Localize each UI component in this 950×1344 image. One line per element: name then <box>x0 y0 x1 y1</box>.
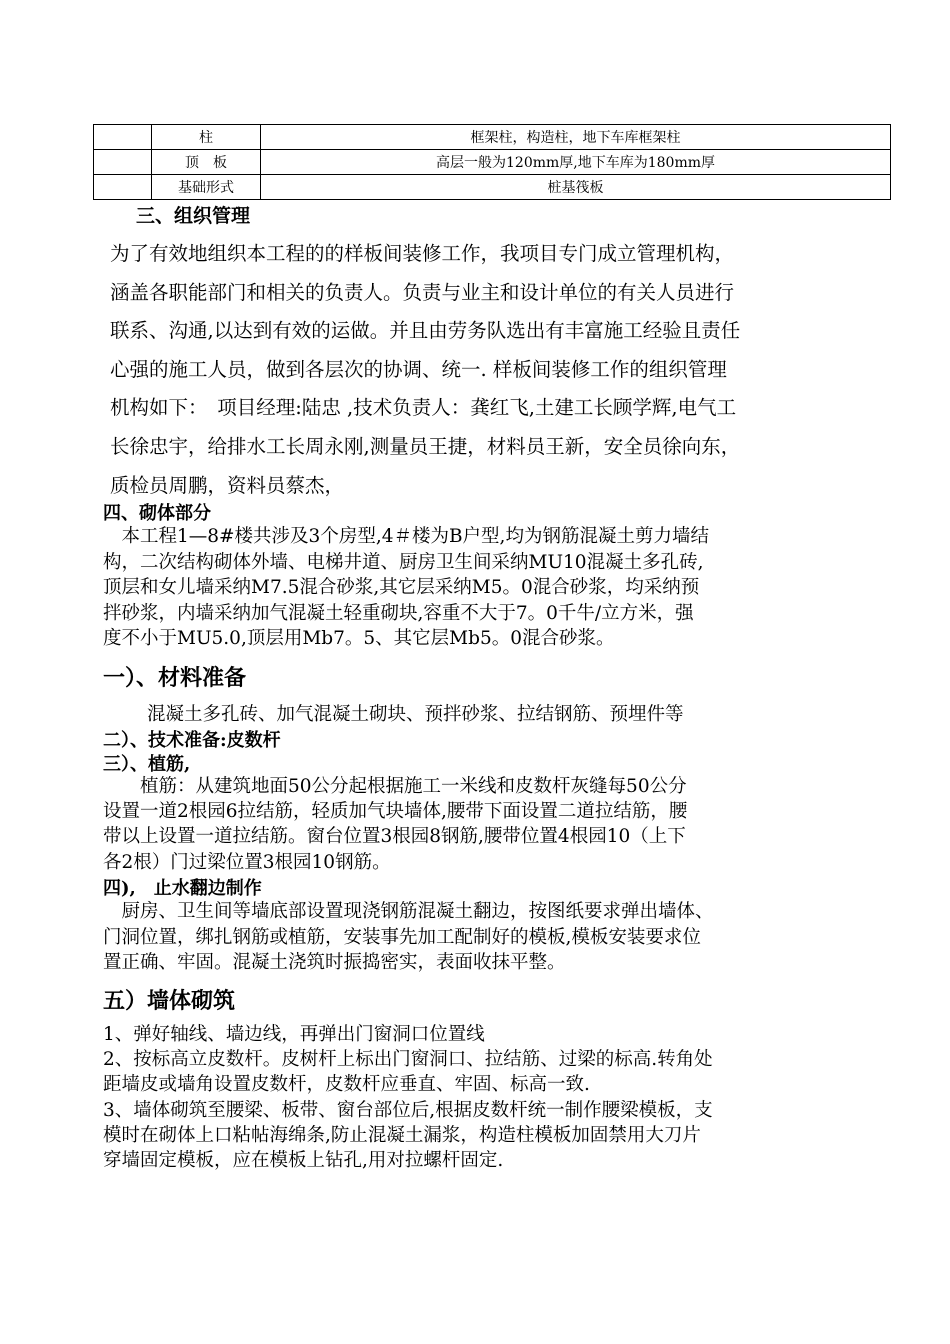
masonry-paragraph <box>103 524 709 652</box>
paragraph-line: 本工程1—8#楼共涉及3个房型,4＃楼为B户型,均为钢筋混凝土剪力墙结 <box>103 526 709 547</box>
organization-paragraph <box>110 235 740 505</box>
paragraph-line: 植筋：从建筑地面50公分起根据施工一米线和皮数杆灰缝每50公分 <box>103 776 687 797</box>
materials-text: 混凝土多孔砖、加气混凝土砌块、预拌砂浆、拉结钢筋、预埋件等 <box>147 704 684 725</box>
paragraph-line: 长徐忠宇，给排水工长周永刚,测量员王捷，材料员王新，安全员徐向东， <box>110 434 741 458</box>
subheading-materials: 一）、材料准备 <box>103 665 247 691</box>
waterstop-paragraph <box>103 899 714 976</box>
subheading-technical: 二）、技术准备:皮数杆 <box>103 730 281 751</box>
table-row <box>94 150 891 175</box>
table-cell: 桩基筏板 <box>261 175 891 200</box>
paragraph-line: 机构如下： 项目经理:陆忠 ,技术负责人：龚红飞,土建工长顾学辉,电气工 <box>110 396 737 420</box>
paragraph-line: 门洞位置，绑扎钢筋或植筋，安装事先加工配制好的模板,模板安装要求位 <box>103 926 701 948</box>
paragraph-line: 设置一道2根园6拉结筋，轻质加气块墙体,腰带下面设置二道拉结筋，腰 <box>103 801 688 823</box>
paragraph-line: 涵盖各职能部门和相关的负责人。负责与业主和设计单位的有关人员进行 <box>110 280 735 304</box>
table-cell: 柱 <box>152 125 261 150</box>
table-cell <box>94 150 152 175</box>
section-heading-masonry: 四、砌体部分 <box>103 503 211 524</box>
table-row <box>94 125 891 150</box>
list-item: 1、弹好轴线、墙边线，再弹出门窗洞口位置线 <box>103 1024 485 1045</box>
table-cell: 基础形式 <box>152 175 261 200</box>
list-item: 穿墙固定模板，应在模板上钻孔,用对拉螺杆固定. <box>103 1150 504 1172</box>
subheading-rebar: 三）、植筋, <box>103 754 191 775</box>
paragraph-line: 置正确、牢固。混凝土浇筑时振捣密实，表面收抹平整。 <box>103 952 566 974</box>
paragraph-line: 构，二次结构砌体外墙、电梯井道、厨房卫生间采纳MU10混凝土多孔砖, <box>103 551 704 573</box>
list-item: 3、墙体砌筑至腰梁、板带、窗台部位后,根据皮数杆统一制作腰梁模板，支 <box>103 1099 713 1121</box>
section-heading-organization: 三、组织管理 <box>136 205 251 227</box>
list-item: 距墙皮或墙角设置皮数杆，皮数杆应垂直、牢固、标高一致. <box>103 1074 590 1096</box>
paragraph-line: 心强的施工人员，做到各层次的协调、统一. 样板间装修工作的组织管理 <box>110 357 727 381</box>
paragraph-line: 带以上设置一道拉结筋。窗台位置3根园8钢筋,腰带位置4根园10（上下 <box>103 826 686 848</box>
structure-table <box>93 124 891 200</box>
paragraph-line: 联系、沟通,以达到有效的运做。并且由劳务队选出有丰富施工经验且责任 <box>110 319 741 343</box>
wall-masonry-list <box>103 1022 713 1173</box>
paragraph-line: 各2根）门过梁位置3根园10钢筋。 <box>103 851 391 873</box>
paragraph-line: 拌砂浆，内墙采纳加气混凝土轻重砌块,容重不大于7。0千牛/立方米，强 <box>103 602 694 624</box>
rebar-paragraph <box>103 774 687 875</box>
table-row <box>94 175 891 200</box>
paragraph-line: 厨房、卫生间等墙底部设置现浇钢筋混凝土翻边，按图纸要求弹出墙体、 <box>103 901 714 922</box>
list-item: 2、按标高立皮数杆。皮树杆上标出门窗洞口、拉结筋、过梁的标高.转角处 <box>103 1049 713 1071</box>
subheading-wall-masonry: 五）墙体砌筑 <box>103 988 236 1014</box>
table-cell: 顶 板 <box>152 150 261 175</box>
list-item: 模时在砌体上口粘帖海绵条,防止混凝土漏浆，构造柱模板加固禁用大刀片 <box>103 1124 701 1146</box>
table-cell: 框架柱，构造柱，地下车库框架柱 <box>261 125 891 150</box>
paragraph-line: 顶层和女儿墙采纳M7.5混合砂浆,其它层采纳M5。0混合砂浆，均采纳预 <box>103 577 700 599</box>
paragraph-line: 为了有效地组织本工程的的样板间装修工作，我项目专门成立管理机构， <box>110 242 735 265</box>
subheading-waterstop: 四), 止水翻边制作 <box>103 878 262 899</box>
paragraph-line: 质检员周鹏，资料员蔡杰， <box>110 473 345 497</box>
table-cell <box>94 175 152 200</box>
paragraph-line: 度不小于MU5.0,顶层用Mb7。5、其它层Mb5。0混合砂浆。 <box>103 628 615 650</box>
table-cell: 高层一般为120mm厚,地下车库为180mm厚 <box>261 150 891 175</box>
table-cell <box>94 125 152 150</box>
